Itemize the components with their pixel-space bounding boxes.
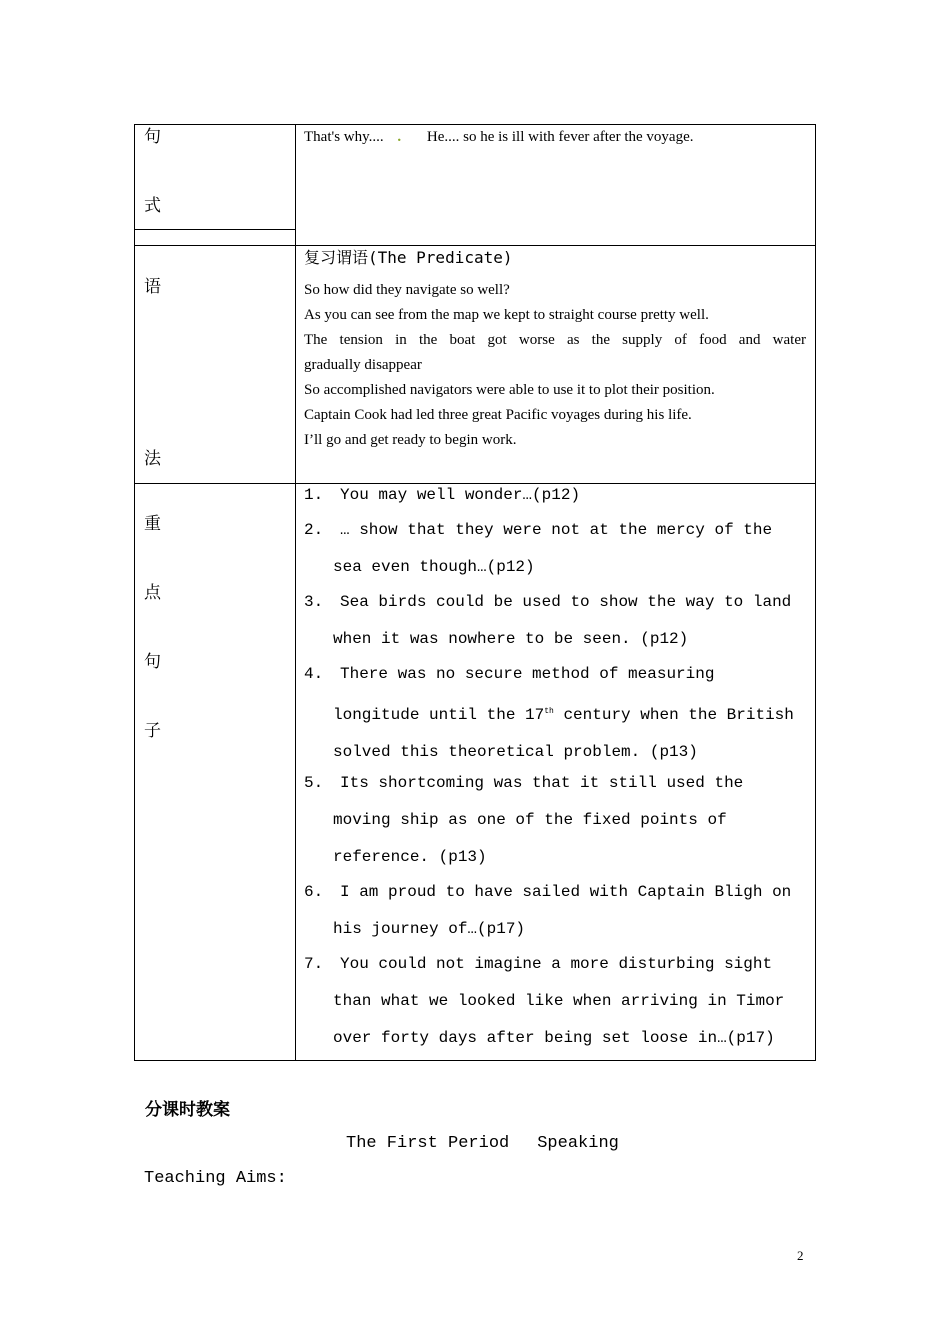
item-number: 2.	[304, 521, 324, 539]
item-line-part: century when the British	[553, 706, 794, 724]
row-label-char: 法	[144, 449, 161, 469]
teaching-aims-heading: Teaching Aims:	[144, 1169, 287, 1188]
page-number: 2	[797, 1248, 804, 1263]
table-border-bottom	[134, 1060, 816, 1061]
item-line: Its shortcoming was that it still used the	[340, 774, 744, 792]
grammar-line: As you can see from the map we kept to straight course pretty well.	[304, 307, 709, 323]
row-label-char: 式	[144, 196, 161, 216]
item-number: 6.	[304, 883, 324, 901]
period-title: The First Period	[346, 1134, 510, 1153]
item-line: You could not imagine a more disturbing sight	[340, 955, 773, 973]
pattern-2: He.... so he is ill with fever after the voyage.	[426, 129, 694, 145]
superscript: th	[544, 707, 554, 716]
dot-mark: .	[397, 129, 402, 145]
list-item	[304, 656, 794, 771]
list-item	[304, 946, 784, 1057]
item-line-part: longitude until the 17	[333, 706, 545, 724]
item-line: sea even though…(p12)	[333, 558, 535, 576]
table-row-grammar	[134, 245, 816, 483]
item-line: his journey of…(p17)	[333, 920, 526, 938]
row-label-char: 点	[144, 583, 161, 603]
grammar-line: So how did they navigate so well?	[304, 282, 510, 298]
pattern-1: That's why....	[304, 129, 384, 145]
table-row-key-sentences	[134, 483, 816, 1060]
item-line: over forty days after being set loose in…(p17)	[333, 1029, 775, 1047]
sentence-pattern-text	[304, 125, 806, 150]
list-item	[304, 584, 791, 658]
item-line: Sea birds could be used to show the way to land	[340, 593, 792, 611]
item-line: when it was nowhere to be seen. (p12)	[333, 630, 689, 648]
table-row-sentence-patterns	[134, 124, 816, 245]
item-line: solved this theoretical problem. (p13)	[333, 743, 698, 761]
item-line: There was no secure method of measuring	[340, 665, 715, 683]
grammar-line: So accomplished navigators were able to use it to plot their position.	[304, 382, 715, 398]
item-line: moving ship as one of the fixed points of	[333, 811, 727, 829]
item-line: reference. (p13)	[333, 848, 487, 866]
item-number: 4.	[304, 665, 324, 683]
list-item	[304, 874, 791, 948]
grammar-content	[304, 248, 806, 453]
grammar-line: I’ll go and get ready to begin work.	[304, 432, 517, 448]
row-label-char: 语	[144, 277, 161, 297]
list-item	[304, 765, 743, 876]
item-line	[304, 693, 794, 734]
grammar-heading: 复习谓语(The Predicate)	[304, 248, 513, 267]
item-number: 3.	[304, 593, 324, 611]
item-number: 1.	[304, 486, 324, 504]
item-number: 7.	[304, 955, 324, 973]
row-label-char: 句	[144, 127, 161, 147]
list-item	[304, 512, 772, 586]
grammar-line: The tension in the boat got worse as the supply of food and water	[304, 332, 806, 348]
section-title: 分课时教案	[145, 1100, 230, 1120]
list-item	[304, 477, 580, 514]
period-heading	[346, 1133, 619, 1155]
grammar-line: Captain Cook had led three great Pacific voyages during his life.	[304, 407, 692, 423]
item-line: You may well wonder…(p12)	[340, 486, 581, 504]
grammar-line: gradually disappear	[304, 357, 422, 373]
row-label-char: 子	[144, 721, 161, 741]
period-subtitle: Speaking	[537, 1134, 619, 1153]
item-line: I am proud to have sailed with Captain Bligh on	[340, 883, 792, 901]
item-number: 5.	[304, 774, 324, 792]
row-label-char: 重	[144, 514, 161, 534]
item-line: than what we looked like when arriving in Timor	[333, 992, 785, 1010]
row-label-char: 句	[144, 652, 161, 672]
item-line: … show that they were not at the mercy of the	[340, 521, 773, 539]
